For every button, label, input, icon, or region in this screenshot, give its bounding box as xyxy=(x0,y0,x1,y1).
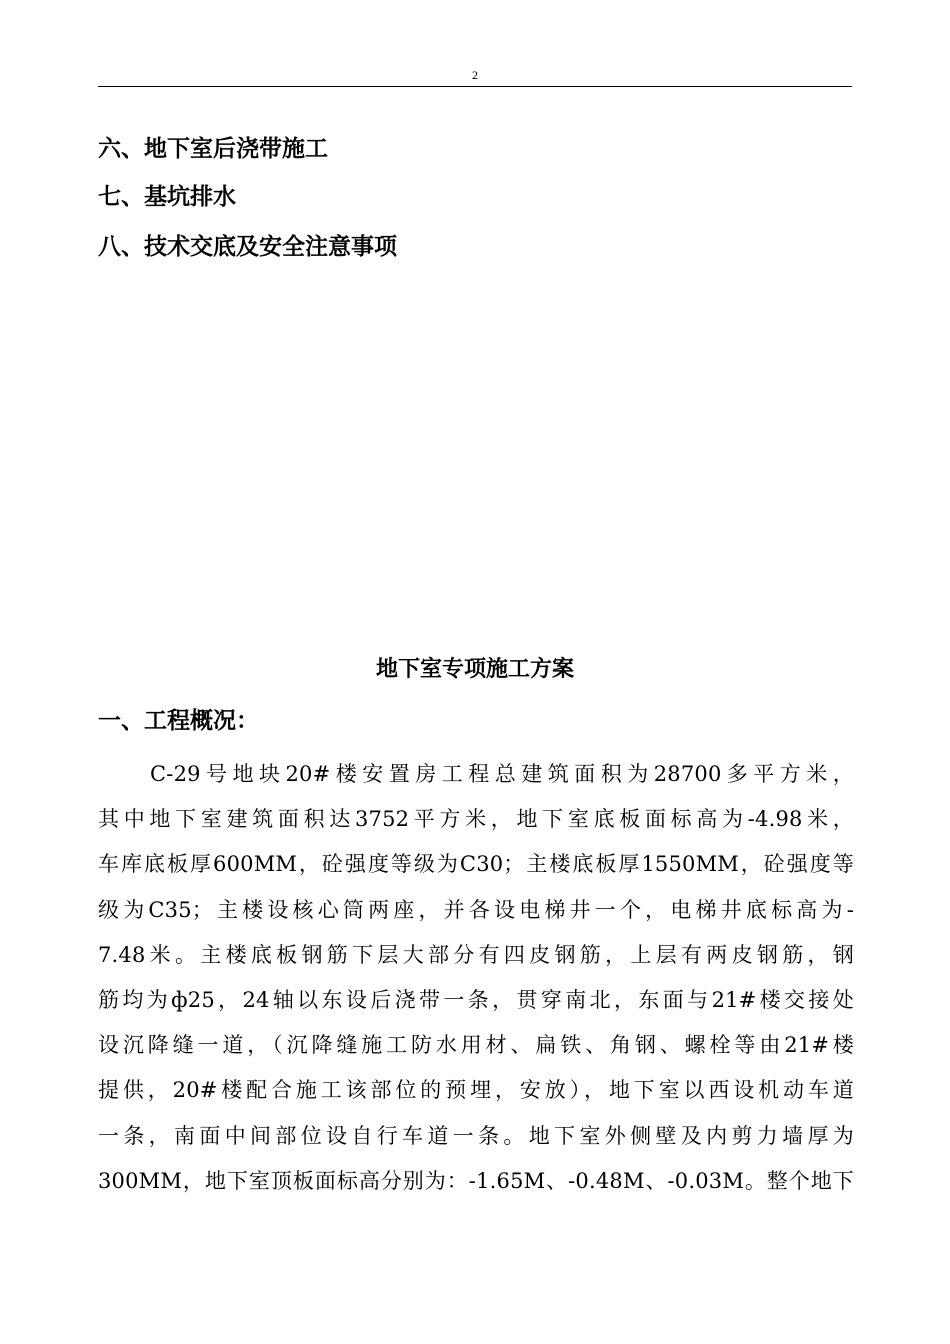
paragraph-line: C-29号地块20#楼安置房工程总建筑面积为28700多平方米， xyxy=(150,762,854,786)
paragraph-line: 设沉降缝一道，（沉降缝施工防水用材、扁铁、角钢、螺栓等由21#楼 xyxy=(98,1033,854,1058)
toc-item-6: 六、地下室后浇带施工 xyxy=(98,136,328,162)
document-title: 地下室专项施工方案 xyxy=(375,657,574,682)
paragraph-line: 提供，20#楼配合施工该部位的预埋，安放），地下室以西设机动车道 xyxy=(98,1078,854,1103)
section-heading: 一、工程概况： xyxy=(98,708,259,734)
paragraph-line: 筋均为ф25，24轴以东设后浇带一条，贯穿南北，东面与21#楼交接处 xyxy=(98,987,854,1012)
page-number: 2 xyxy=(472,68,478,82)
paragraph-line: 其中地下室建筑面积达3752平方米，地下室底板面标高为-4.98米， xyxy=(98,807,854,832)
paragraph-line: 车库底板厚600MM，砼强度等级为C30；主楼底板厚1550MM，砼强度等 xyxy=(98,852,854,877)
overview-paragraph xyxy=(98,752,854,1204)
paragraph-line: 一条，南面中间部位设自行车道一条。地下室外侧壁及内剪力墙厚为 xyxy=(98,1123,854,1148)
paragraph-line: 7.48米。主楼底板钢筋下层大部分有四皮钢筋，上层有两皮钢筋，钢 xyxy=(98,942,854,967)
toc-item-7: 七、基坑排水 xyxy=(98,184,236,210)
paragraph-line: 级为C35；主楼设核心筒两座，并各设电梯井一个，电梯井底标高为- xyxy=(98,897,854,922)
paragraph-line: 300MM，地下室顶板面标高分别为：-1.65M、-0.48M、-0.03M。整个地下 xyxy=(98,1168,854,1193)
toc-item-8: 八、技术交底及安全注意事项 xyxy=(98,234,397,260)
header-rule xyxy=(98,86,852,87)
